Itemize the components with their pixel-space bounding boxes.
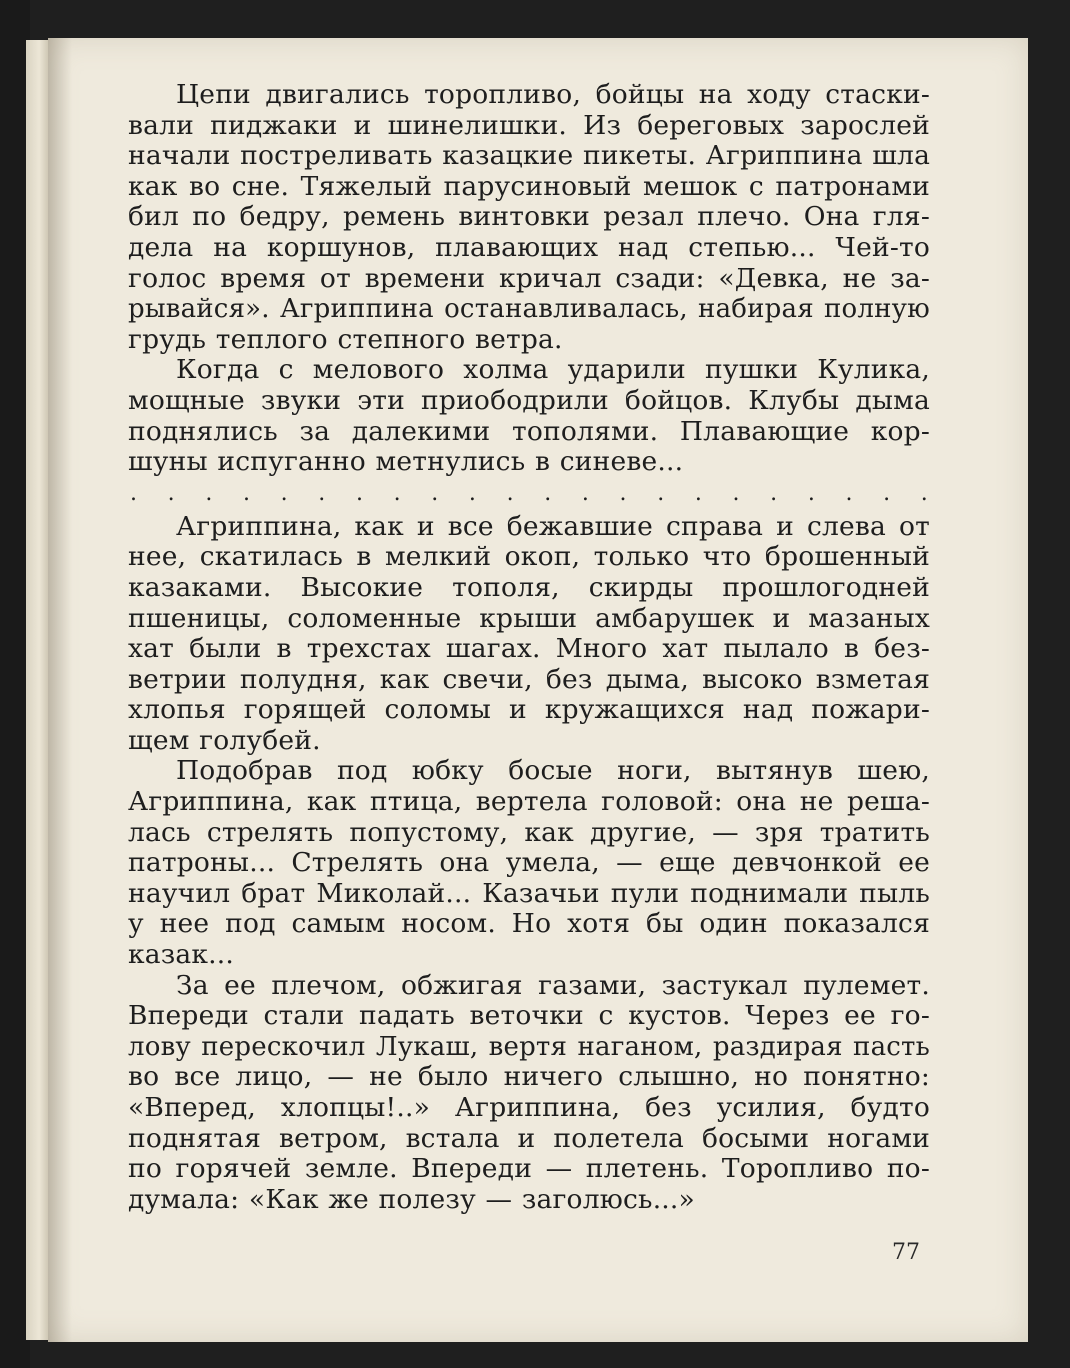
text-line: поднятая ветром, встала и полетела босыми ногами xyxy=(128,1122,930,1154)
text-line: патроны... Стрелять она умела, — еще девчонкой ее xyxy=(128,847,930,879)
text-line: «Вперед, хлопцы!..» Агриппина, без усилия, будто xyxy=(128,1092,930,1123)
text-line: казаками. Высокие тополя, скирды прошлогодней xyxy=(128,571,930,603)
text-line: Впереди стали падать веточки с кустов. Через ее го- xyxy=(128,1000,930,1032)
text-line: бил по бедру, ремень винтовки резал плечо. Она гля- xyxy=(128,201,930,233)
text-line: хлопья горящей соломы и кружащихся над пожари- xyxy=(128,694,930,726)
paragraph-4 xyxy=(128,756,930,970)
previous-page-edge xyxy=(26,40,49,1340)
paragraph-1 xyxy=(128,80,930,355)
page-number: 77 xyxy=(892,1240,920,1265)
text-line: нее, скатилась в мелкий окоп, только что брошенный xyxy=(128,541,930,573)
text-line: во все лицо, — не было ничего слышно, но понятно: xyxy=(128,1061,930,1093)
text-line: ветрии полудня, как свечи, без дыма, высоко взметая xyxy=(128,663,930,695)
text-line: За ее плечом, обжигая газами, застукал пулемет. xyxy=(176,969,930,1001)
text-line: научил брат Миколай... Казачьи пули поднимали пыль xyxy=(128,877,930,909)
gutter-shadow xyxy=(48,38,72,1342)
text-line: по горячей земле. Впереди — плетень. Торопливо по- xyxy=(128,1153,930,1185)
text-line: начали постреливать казацкие пикеты. Агриппина шла xyxy=(128,140,931,172)
text-line: у нее под самым носом. Но хотя бы один показался xyxy=(128,908,930,940)
section-break-dots: . . . . . . . . . . . . . . . . . . . . . . xyxy=(130,481,928,507)
text-line: Подобрав под юбку босые ноги, вытянув шею, xyxy=(176,755,930,787)
text-line: шуны испуганно метнулись в синеве... xyxy=(128,446,684,478)
text-line: голос время от времени кричал сзади: «Девка, не за- xyxy=(128,262,930,294)
text-line: поднялись за далекими тополями. Плавающие кор- xyxy=(128,415,930,447)
text-line: вали пиджаки и шинелишки. Из береговых зарослей xyxy=(128,109,930,141)
text-line: Агриппина, как и все бежавшие справа и слева от xyxy=(176,510,930,542)
text-line: хат были в трехстах шагах. Много хат пылало в без- xyxy=(128,633,930,665)
book-page xyxy=(48,38,1028,1342)
text-line: как во сне. Тяжелый парусиновый мешок с патронами xyxy=(128,170,930,202)
page-text xyxy=(128,80,930,1215)
text-line: лову перескочил Лукаш, вертя наганом, раздирая пасть xyxy=(128,1031,930,1062)
text-line: казак... xyxy=(128,939,235,971)
text-line: думала: «Как же полезу — заголюсь...» xyxy=(128,1183,695,1215)
paragraph-2 xyxy=(128,355,930,477)
paragraph-5 xyxy=(128,971,930,1216)
text-line: лась стрелять попустому, как другие, — зря тратить xyxy=(128,816,930,848)
text-line: щем голубей. xyxy=(128,724,321,756)
text-line: мощные звуки эти приободрили бойцов. Клубы дыма xyxy=(128,384,930,416)
text-line: грудь теплого степного ветра. xyxy=(128,323,563,355)
text-line: Агриппина, как птица, вертела головой: она не реша- xyxy=(128,786,930,818)
paragraph-3 xyxy=(128,512,930,757)
text-line: Цепи двигались торопливо, бойцы на ходу стаски- xyxy=(176,79,930,110)
text-line: пшеницы, соломенные крыши амбарушек и мазаных xyxy=(128,602,930,634)
text-line: дела на коршунов, плавающих над степью... Чей-то xyxy=(128,231,930,263)
text-line: Когда с мелового холма ударили пушки Кулика, xyxy=(176,354,930,386)
text-line: рывайся». Агриппина останавливалась, набирая полную xyxy=(128,294,930,325)
